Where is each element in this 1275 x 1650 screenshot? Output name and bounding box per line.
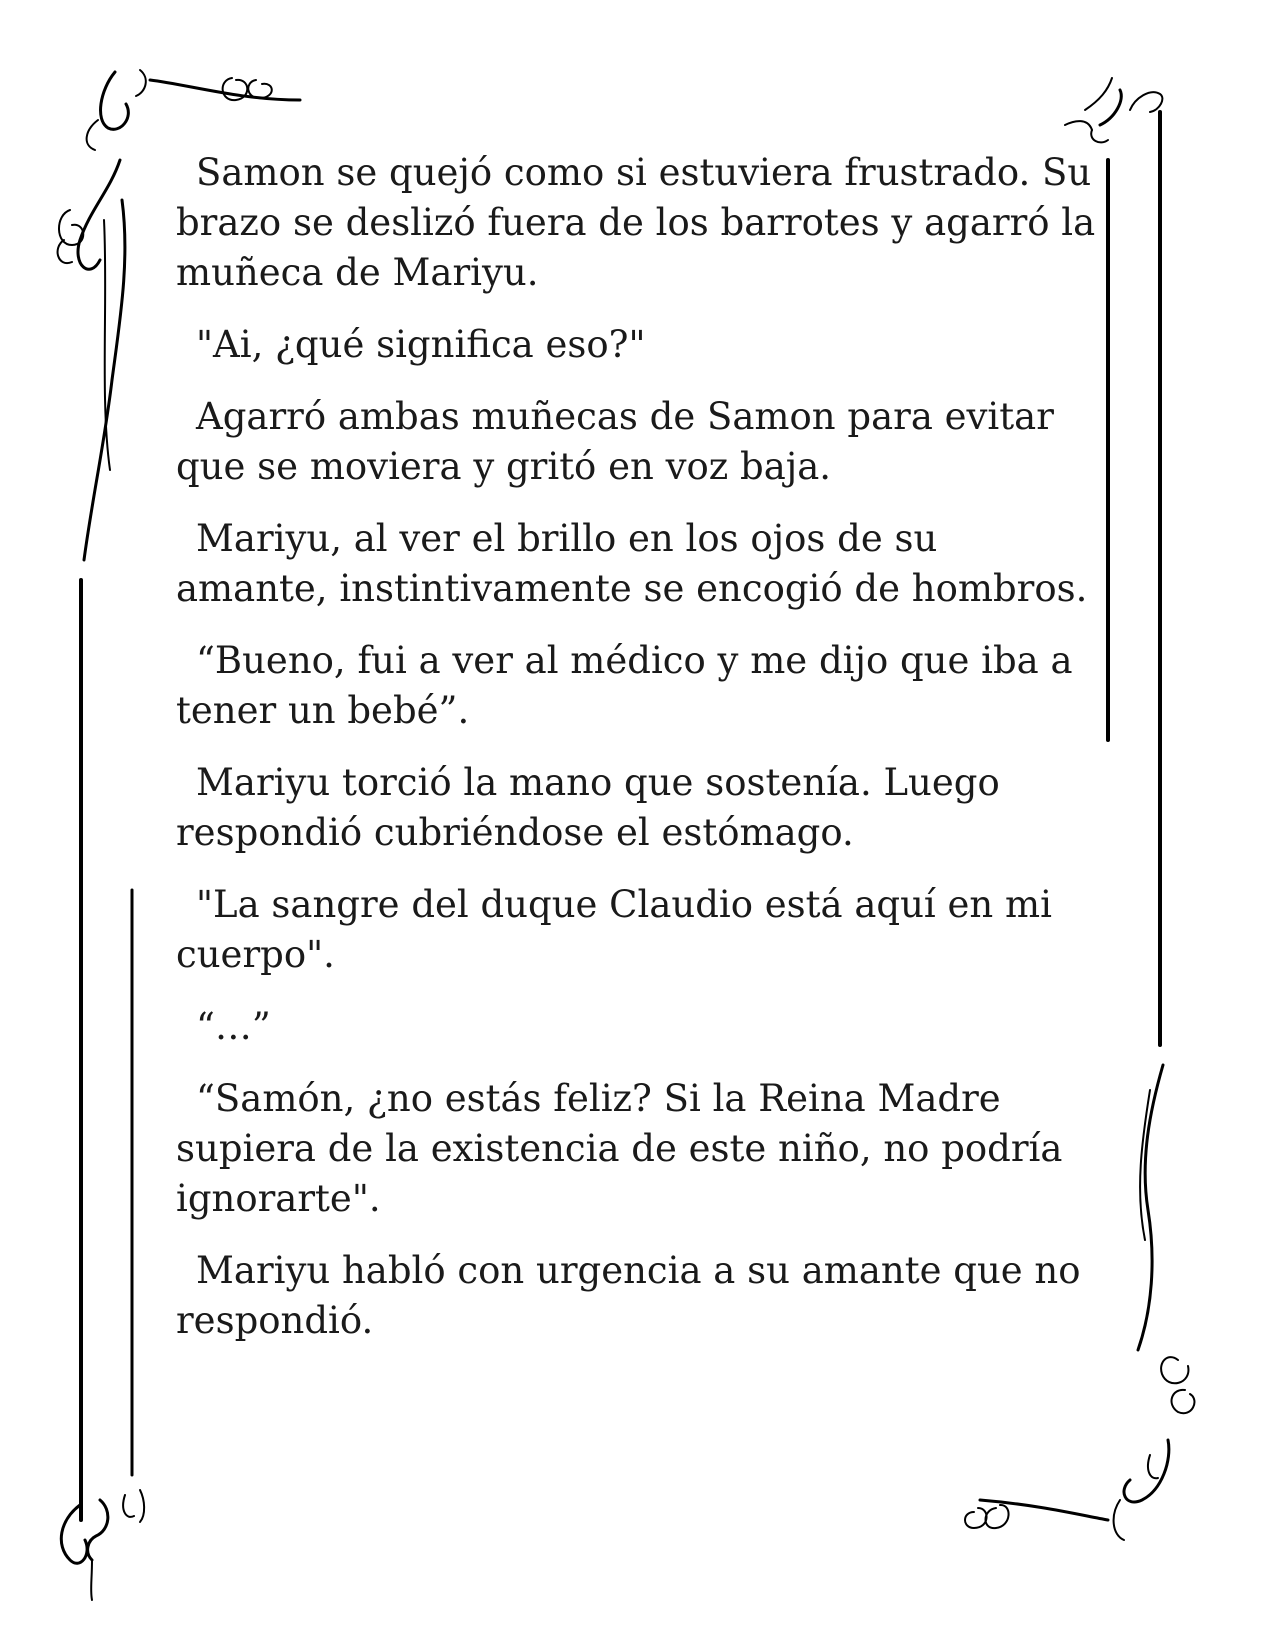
- paragraph: Mariyu habló con urgencia a su amante que no respondió.: [176, 1249, 1081, 1342]
- story-text: [176, 148, 1096, 1368]
- paragraph: “…”: [196, 1005, 271, 1048]
- flourish-top-right-icon: [1065, 78, 1162, 142]
- paragraph: "Ai, ¿qué significa eso?": [196, 323, 646, 366]
- paragraph: Mariyu, al ver el brillo en los ojos de su amante, instintivamente se encogió de hombros.: [176, 517, 1088, 610]
- paragraph: Samon se quejó como si estuviera frustrado. Su brazo se deslizó fuera de los barrotes y agarró la muñeca de Mariyu.: [176, 151, 1096, 294]
- paragraph: “Bueno, fui a ver al médico y me dijo que iba a tener un bebé”.: [176, 639, 1073, 732]
- paragraph: “Samón, ¿no estás feliz? Si la Reina Madre supiera de la existencia de este niño, no podría ignorarte".: [176, 1077, 1063, 1220]
- flourish-bottom-left-icon: [61, 1490, 144, 1600]
- paragraph: Mariyu torció la mano que sostenía. Luego respondió cubriéndose el estómago.: [176, 761, 1000, 854]
- paragraph: Agarró ambas muñecas de Samon para evitar que se moviera y gritó en voz baja.: [176, 395, 1054, 488]
- paragraph: "La sangre del duque Claudio está aquí en mi cuerpo".: [176, 883, 1052, 976]
